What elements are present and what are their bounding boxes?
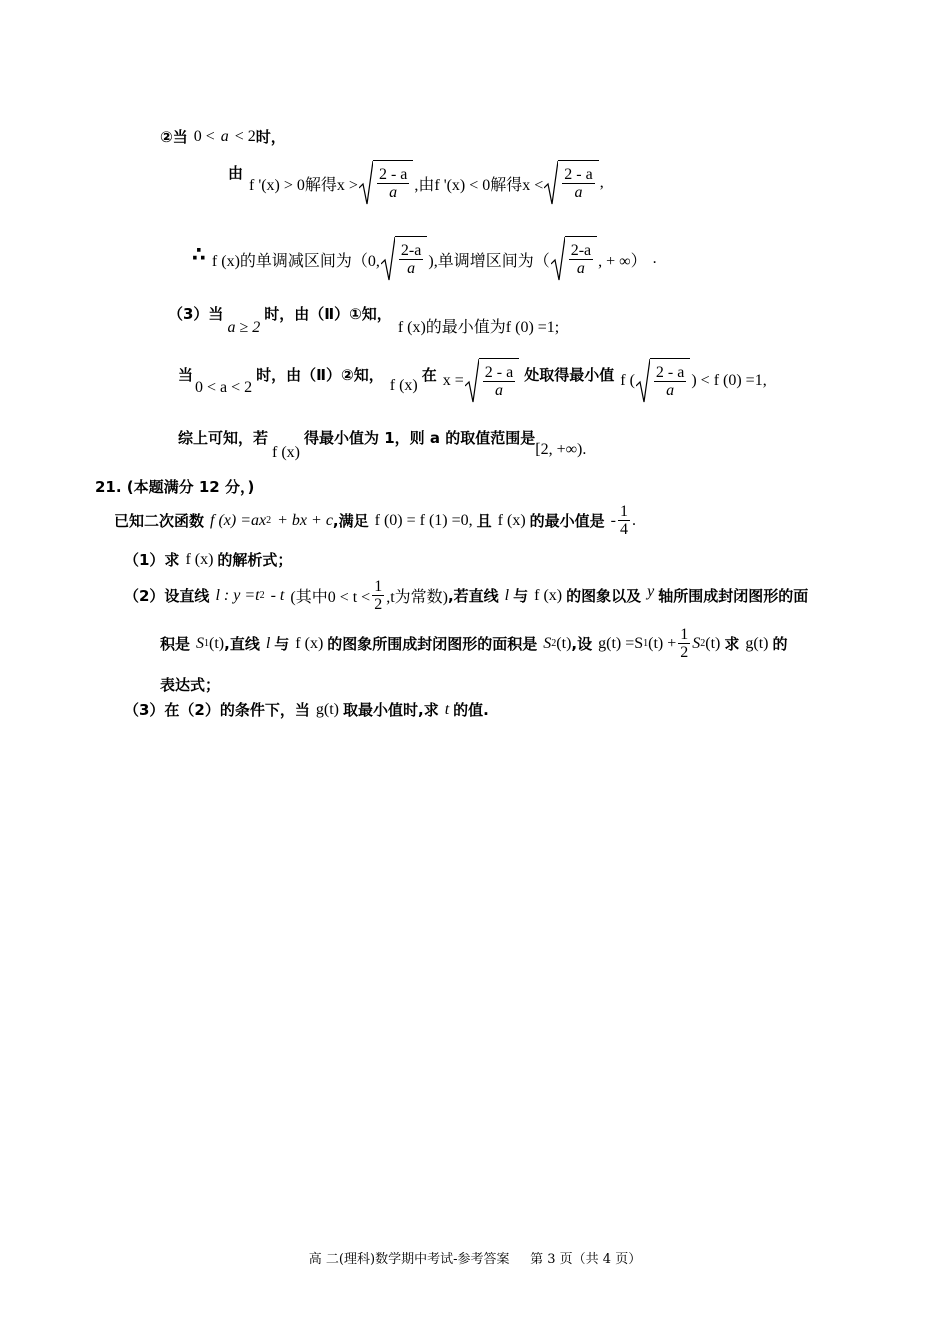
math: f (x) [185, 550, 214, 568]
superscript: 2 [266, 515, 272, 526]
fraction [654, 364, 686, 399]
math: [2, +∞). [535, 441, 587, 458]
text: ,满足 [332, 512, 369, 530]
math: (t) + [648, 634, 677, 652]
math: f (x) =ax [210, 511, 267, 529]
numerator: 2 - a [655, 364, 685, 381]
math: S [196, 634, 205, 652]
line-expression-label [160, 674, 220, 695]
fraction [483, 364, 515, 399]
numerator: 2 - a [564, 166, 593, 183]
subscript: 1 [204, 638, 210, 649]
math: - [610, 511, 616, 529]
line-conclusion [178, 424, 586, 462]
text: 的图象以及 [566, 587, 642, 605]
math: f (x)的单调减区间为（0, [211, 252, 380, 270]
math: a ≥ 2 [227, 318, 261, 336]
sqrt-expression [551, 236, 597, 282]
subscript: 1 [643, 638, 649, 649]
numerator: 2 - a [378, 166, 408, 183]
math: ,t为常数) [386, 589, 448, 606]
math: (t) [209, 634, 225, 652]
fraction [377, 166, 409, 201]
numerator: 1 [619, 503, 628, 520]
therefore-symbol: ∴ [192, 242, 206, 266]
text: （1）求 [124, 551, 180, 569]
math: f '(x) > 0解得x > [249, 176, 358, 194]
math: S [543, 634, 552, 652]
math: < 2 [234, 127, 256, 145]
denominator: a [495, 382, 504, 399]
math: ,由f '(x) < 0解得x < [414, 176, 544, 194]
math: f (x) [534, 586, 563, 604]
math: ) < f (0) =1, [691, 372, 767, 389]
radical-sign [544, 160, 558, 206]
fraction [399, 242, 423, 277]
text: 表达式； [160, 676, 221, 694]
math: y [647, 582, 655, 600]
numerator: 2-a [400, 242, 422, 259]
math: f ( [620, 372, 635, 389]
text: 的解析式； [217, 551, 293, 569]
denominator: a [389, 184, 398, 201]
sqrt-expression [636, 358, 690, 404]
circled-two: ② [160, 127, 173, 146]
math: f (x) [295, 634, 324, 652]
text: （2）设直线 [124, 587, 210, 605]
text: 由 [228, 163, 244, 182]
text: 轴所围成封闭图形的面 [658, 587, 809, 605]
line-part3 [124, 699, 489, 720]
math: l [265, 634, 271, 652]
sqrt-expression [359, 160, 413, 206]
problem-21-heading [95, 476, 254, 497]
text: 的图象所围成封闭图形的面积是 [327, 635, 538, 653]
denominator: a [407, 260, 416, 277]
text: 时， [255, 128, 286, 146]
fraction [569, 242, 593, 277]
text: 已知二次函数 [114, 512, 205, 530]
line-part3-case2 [178, 358, 767, 404]
math: g(t) =S [598, 634, 644, 652]
numerator: 1 [680, 626, 689, 643]
line-part2 [124, 578, 808, 613]
subscript: 2 [551, 638, 557, 649]
text: 的 [772, 635, 788, 653]
line-problem-statement [114, 503, 636, 538]
text: ,若直线 [447, 587, 499, 605]
text: （3）在（2）的条件下，当 [124, 701, 310, 719]
line-monotonic-intervals [192, 236, 657, 282]
text: 得最小值为 1，则 a 的取值范围是 [304, 428, 536, 447]
text: 当 [178, 365, 194, 384]
math: g(t) [315, 700, 339, 718]
text: ,直线 [224, 635, 260, 653]
text: 在 [421, 365, 437, 384]
text: （3）当 [168, 305, 224, 323]
math: x = [442, 372, 464, 389]
fraction [562, 166, 594, 201]
math: f (x)的最小值为f (0) =1; [397, 319, 560, 336]
math: 0 < a < 2 [195, 379, 253, 396]
text: 时，由（Ⅱ）①知， [264, 305, 392, 323]
math: . [631, 511, 636, 529]
math: 0 < [193, 127, 215, 145]
math: + bx + c [277, 511, 333, 529]
fraction [618, 503, 630, 538]
math: (t) [705, 634, 721, 652]
math: f (x) [272, 444, 300, 461]
math: f (x) [389, 377, 418, 394]
text: 积是 [160, 635, 191, 653]
radical-sign [636, 358, 650, 404]
line-part3-case1 [168, 304, 559, 337]
math: , [599, 174, 604, 191]
math-var: a [220, 127, 229, 145]
subscript: 2 [700, 638, 706, 649]
math: t [444, 700, 450, 718]
math: g(t) [745, 634, 769, 652]
radical-sign [381, 236, 395, 282]
fraction [372, 578, 384, 613]
superscript: 2 [259, 590, 265, 601]
numerator: 1 [374, 578, 383, 595]
math: . [652, 250, 657, 267]
text: 21. (本题满分 12 分，) [95, 478, 255, 496]
line-part1 [124, 549, 292, 570]
math: l [504, 586, 510, 604]
text: 取最小值时,求 [343, 701, 439, 719]
line-part2-areas [160, 626, 788, 661]
denominator: 4 [619, 521, 628, 538]
math: - t [270, 586, 285, 604]
text: 求 [724, 635, 740, 653]
denominator: a [574, 184, 583, 201]
text: 与 [274, 635, 290, 653]
math: l : y =t [215, 586, 260, 604]
text: 与 [513, 587, 529, 605]
math: (t) [556, 634, 572, 652]
page-footer: 高 二(理科)数学期中考试-参考答案 第 3 页（共 4 页） [308, 1252, 642, 1267]
radical-sign [465, 358, 479, 404]
radical-sign [551, 236, 565, 282]
text: 当 [172, 128, 188, 146]
line-derivative-solve [228, 160, 604, 206]
denominator: 2 [374, 596, 383, 613]
sqrt-expression [381, 236, 427, 282]
math: f (x) [497, 511, 526, 529]
math: (其中0 < t < [290, 589, 371, 606]
math: , + ∞） [598, 252, 647, 270]
line-case2 [160, 126, 286, 147]
numerator: 2 - a [484, 364, 514, 381]
math: S [692, 634, 701, 652]
sqrt-expression [465, 358, 519, 404]
text: 处取得最小值 [524, 365, 615, 384]
numerator: 2-a [570, 242, 592, 259]
denominator: a [666, 382, 675, 399]
text: 的值. [453, 701, 489, 719]
text: 综上可知，若 [178, 428, 269, 447]
math: ),单调增区间为（ [428, 252, 550, 270]
text: 的最小值是 [529, 512, 605, 530]
sqrt-expression [544, 160, 598, 206]
denominator: a [576, 260, 585, 277]
math: f (0) = f (1) =0, [374, 511, 473, 529]
denominator: 2 [680, 644, 689, 661]
fraction [678, 626, 690, 661]
text: 且 [476, 512, 492, 530]
text: 时，由（Ⅱ）②知， [256, 365, 384, 384]
radical-sign [359, 160, 373, 206]
text: ,设 [571, 635, 593, 653]
